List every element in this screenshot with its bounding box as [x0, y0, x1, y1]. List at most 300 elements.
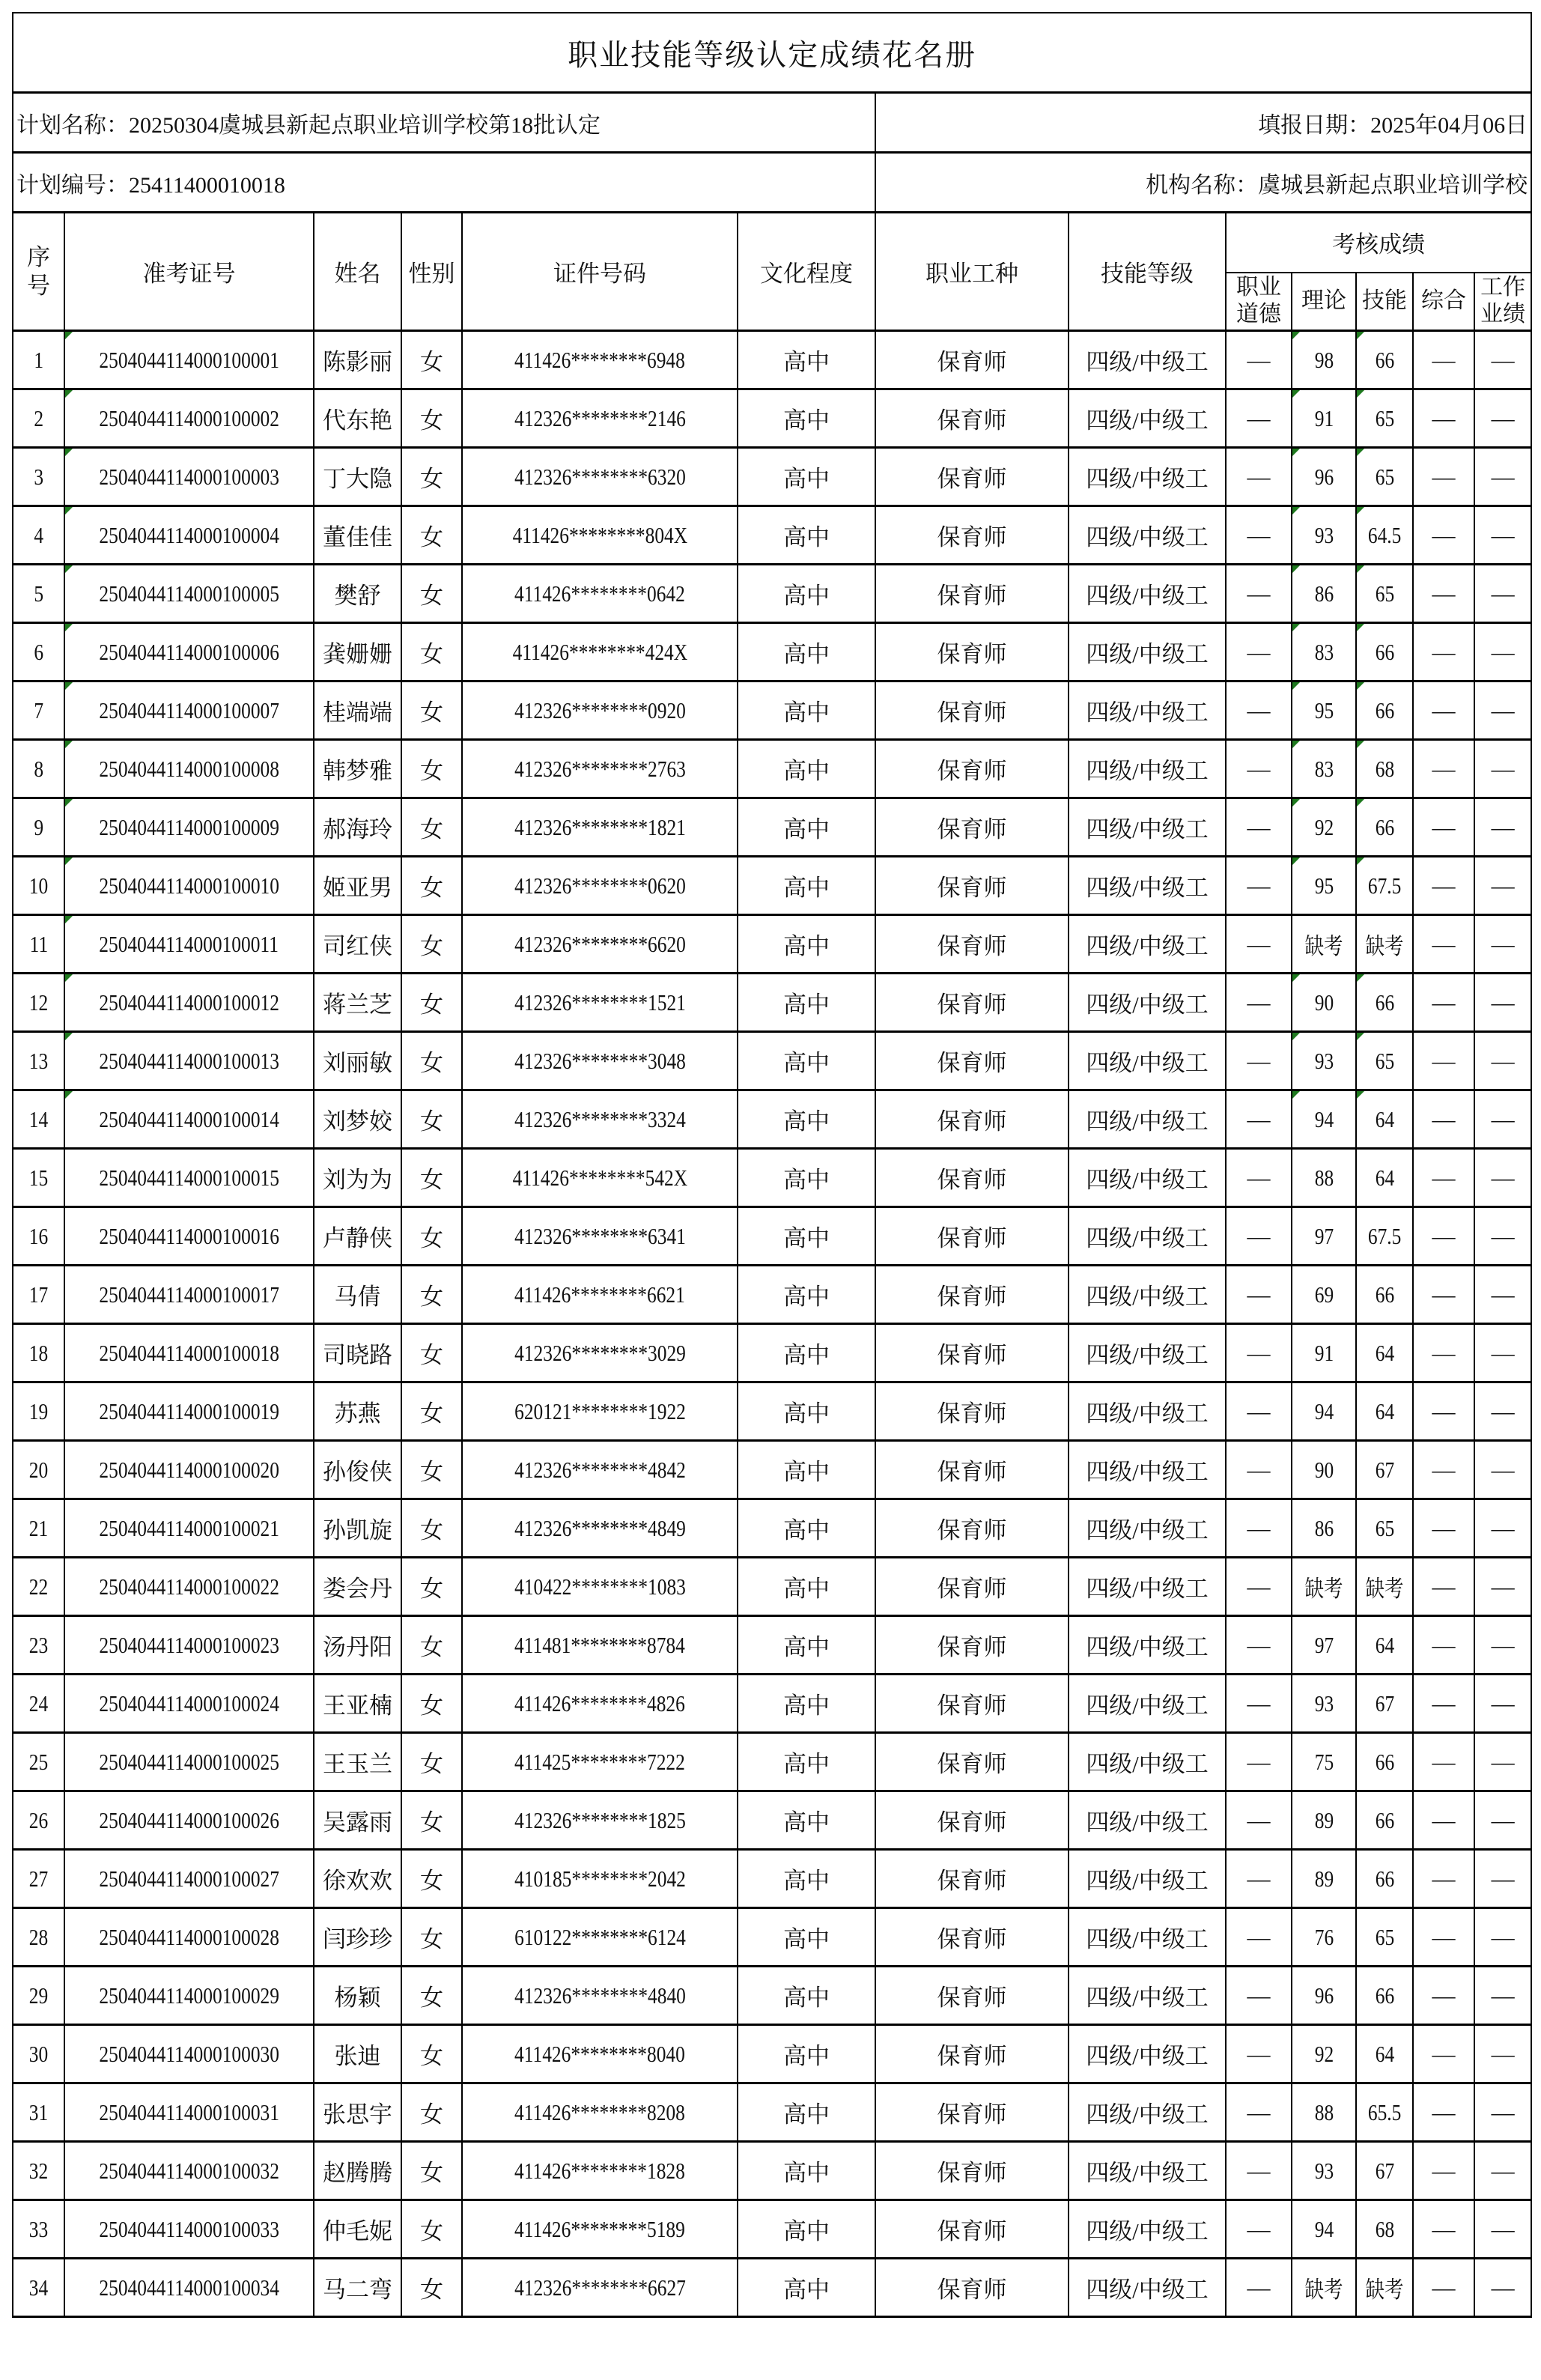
cell-gender [401, 1558, 462, 1616]
cell-text-education: 高中 [783, 1576, 830, 1602]
page-title: 职业技能等级认定成绩花名册 [13, 13, 1531, 93]
cell-text-id-no: 412326********6320 [514, 463, 686, 490]
cell-text-id-no: 411426********424X [512, 638, 687, 665]
cell-skill [1356, 448, 1413, 506]
cell-exam-no [64, 331, 314, 389]
cell-id-no [462, 1324, 738, 1382]
cell-text-education: 高中 [783, 1693, 830, 1719]
cell-name [314, 1675, 401, 1733]
cell-work-performance [1474, 389, 1531, 448]
cell-skill-level [1069, 1733, 1226, 1791]
table-row [13, 389, 1531, 448]
cell-text-skill: 66 [1375, 1281, 1394, 1308]
cell-id-no [462, 1908, 738, 1967]
cell-education [738, 1558, 875, 1616]
cell-occupation [875, 389, 1069, 448]
cell-education [738, 1441, 875, 1499]
cell-ethics [1226, 1616, 1292, 1675]
cell-text-education: 高中 [783, 2160, 830, 2186]
header-ethics-label: 职业道德 [1236, 275, 1281, 327]
cell-text-theory: 96 [1314, 463, 1334, 490]
cell-id-no [462, 1382, 738, 1441]
cell-skill [1356, 565, 1413, 623]
cell-education [738, 1090, 875, 1149]
cell-text-id-no: 412326********0920 [514, 696, 686, 723]
cell-text-comprehensive: — [1432, 1748, 1456, 1775]
cell-ethics [1226, 1967, 1292, 2025]
cell-ethics [1226, 1733, 1292, 1791]
cell-ethics [1226, 448, 1292, 506]
header-ethics [1226, 273, 1292, 331]
table-row [13, 2083, 1531, 2142]
table-row [13, 1791, 1531, 1850]
cell-skill-level [1069, 2083, 1226, 2142]
cell-text-exam-no: 2504044114000100032 [99, 2157, 279, 2184]
cell-text-name: 吴露雨 [323, 1809, 392, 1836]
cell-education [738, 1675, 875, 1733]
cell-text-name: 杨颖 [334, 1985, 381, 2011]
cell-gender [401, 740, 462, 798]
cell-text-education: 高中 [783, 1809, 830, 1836]
cell-text-work: — [1491, 346, 1515, 373]
cell-text-id-no: 411426********0642 [514, 580, 685, 607]
cell-text-occupation: 保育师 [937, 1985, 1007, 2011]
cell-text-education: 高中 [783, 1985, 830, 2011]
cell-skill [1356, 1090, 1413, 1149]
cell-text-skill: 65 [1375, 1047, 1394, 1074]
cell-skill-level [1069, 1616, 1226, 1675]
cell-skill [1356, 1675, 1413, 1733]
cell-theory [1292, 798, 1356, 857]
cell-gender [401, 1675, 462, 1733]
cell-text-occupation: 保育师 [937, 816, 1007, 843]
cell-skill [1356, 1441, 1413, 1499]
cell-skill-level [1069, 857, 1226, 915]
cell-text-theory: 93 [1314, 1690, 1334, 1716]
cell-text-seq: 31 [28, 2098, 49, 2125]
cell-text-seq: 24 [28, 1690, 49, 1716]
cell-text-gender: 女 [420, 1400, 443, 1427]
cell-text-work: — [1491, 1690, 1515, 1716]
cell-exam-no [64, 1441, 314, 1499]
cell-skill-level [1069, 1499, 1226, 1558]
cell-text-ethics: — [1247, 1105, 1271, 1132]
cell-text-name: 张思宇 [323, 2101, 392, 2128]
cell-ethics [1226, 2025, 1292, 2083]
cell-ethics [1226, 389, 1292, 448]
cell-work-performance [1474, 2142, 1531, 2200]
cell-text-work: — [1491, 1105, 1515, 1132]
cell-text-work: — [1491, 1456, 1515, 1483]
cell-text-occupation: 保育师 [937, 1634, 1007, 1660]
roster-sheet [12, 12, 1531, 2318]
cell-text-exam-no: 2504044114000100004 [99, 521, 279, 548]
cell-text-id-no: 411481********8784 [514, 1631, 685, 1658]
cell-exam-no [64, 2083, 314, 2142]
cell-text-education: 高中 [783, 1050, 830, 1076]
cell-text-work: — [1491, 1339, 1515, 1366]
cell-text-comprehensive: — [1432, 638, 1456, 665]
cell-text-level: 四级/中级工 [1086, 1167, 1209, 1193]
cell-name [314, 1850, 401, 1908]
cell-text-skill: 缺考 [1365, 1576, 1404, 1602]
cell-text-exam-no: 2504044114000100018 [99, 1339, 279, 1366]
cell-text-education: 高中 [783, 1284, 830, 1310]
cell-gender [401, 2025, 462, 2083]
cell-text-id-no: 412326********1821 [514, 813, 686, 840]
cell-text-ethics: — [1247, 2040, 1271, 2067]
cell-skill-level [1069, 1967, 1226, 2025]
table-row [13, 1499, 1531, 1558]
cell-text-ethics: — [1247, 404, 1271, 431]
cell-text-gender: 女 [420, 1167, 443, 1193]
header-gender: 性别 [401, 213, 462, 331]
cell-ethics [1226, 2259, 1292, 2317]
cell-seq [13, 1090, 64, 1149]
cell-skill-level [1069, 1090, 1226, 1149]
cell-exam-no [64, 1149, 314, 1207]
cell-text-exam-no: 2504044114000100024 [99, 1690, 279, 1716]
cell-theory [1292, 1558, 1356, 1616]
header-exam-no: 准考证号 [64, 213, 314, 331]
cell-seq [13, 1850, 64, 1908]
org-name: 机构名称：虞城县新起点职业培训学校 [875, 153, 1531, 213]
cell-work-performance [1474, 1558, 1531, 1616]
cell-exam-no [64, 565, 314, 623]
cell-text-level: 四级/中级工 [1086, 1926, 1209, 1952]
cell-text-level: 四级/中级工 [1086, 1634, 1209, 1660]
cell-text-occupation: 保育师 [937, 1225, 1007, 1251]
cell-skill-level [1069, 1850, 1226, 1908]
table-row [13, 1675, 1531, 1733]
cell-work-performance [1474, 857, 1531, 915]
cell-text-theory: 88 [1314, 2098, 1334, 2125]
cell-text-skill: 缺考 [1365, 933, 1404, 959]
cell-text-exam-no: 2504044114000100009 [99, 813, 279, 840]
cell-text-level: 四级/中级工 [1086, 1751, 1209, 1777]
cell-ethics [1226, 1032, 1292, 1090]
cell-id-no [462, 1558, 738, 1616]
cell-text-gender: 女 [420, 2277, 443, 2303]
cell-text-id-no: 412326********6341 [514, 1222, 686, 1249]
cell-education [738, 974, 875, 1032]
cell-comprehensive [1413, 1207, 1474, 1266]
cell-text-gender: 女 [420, 1342, 443, 1368]
cell-text-education: 高中 [783, 2043, 830, 2069]
cell-comprehensive [1413, 623, 1474, 681]
cell-text-theory: 95 [1314, 872, 1334, 899]
cell-text-seq: 14 [28, 1105, 49, 1132]
cell-text-theory: 93 [1314, 1047, 1334, 1074]
cell-text-skill: 66 [1375, 696, 1394, 723]
cell-text-exam-no: 2504044114000100003 [99, 463, 279, 490]
table-row [13, 1266, 1531, 1324]
cell-text-id-no: 620121********1922 [514, 1397, 686, 1424]
cell-text-id-no: 411426********8040 [514, 2040, 685, 2067]
cell-text-name: 汤丹阳 [323, 1634, 392, 1660]
cell-id-no [462, 2259, 738, 2317]
cell-seq [13, 1616, 64, 1675]
cell-text-theory: 86 [1314, 580, 1334, 607]
cell-skill [1356, 1616, 1413, 1675]
cell-gender [401, 623, 462, 681]
cell-text-skill: 64 [1375, 1631, 1394, 1658]
cell-exam-no [64, 2200, 314, 2259]
cell-occupation [875, 1733, 1069, 1791]
table-row [13, 2142, 1531, 2200]
cell-text-id-no: 411426********6621 [514, 1281, 685, 1308]
cell-comprehensive [1413, 1266, 1474, 1324]
cell-text-work: — [1491, 2098, 1515, 2125]
cell-text-education: 高中 [783, 1342, 830, 1368]
cell-text-comprehensive: — [1432, 404, 1456, 431]
table-row [13, 506, 1531, 565]
score-roster-table [12, 12, 1532, 2318]
cell-seq [13, 1908, 64, 1967]
cell-id-no [462, 1733, 738, 1791]
table-row [13, 857, 1531, 915]
cell-text-skill: 66 [1375, 346, 1394, 373]
table-row [13, 1616, 1531, 1675]
cell-work-performance [1474, 740, 1531, 798]
cell-seq [13, 2083, 64, 2142]
cell-text-seq: 3 [34, 463, 43, 490]
cell-text-occupation: 保育师 [937, 2101, 1007, 2128]
cell-text-skill: 66 [1375, 638, 1394, 665]
cell-text-exam-no: 2504044114000100011 [99, 930, 279, 957]
cell-work-performance [1474, 681, 1531, 740]
cell-occupation [875, 1441, 1069, 1499]
cell-ethics [1226, 1324, 1292, 1382]
cell-text-work: — [1491, 989, 1515, 1016]
table-row [13, 1324, 1531, 1382]
cell-ethics [1226, 1675, 1292, 1733]
cell-text-id-no: 412326********3324 [514, 1105, 686, 1132]
cell-text-work: — [1491, 1631, 1515, 1658]
cell-text-comprehensive: — [1432, 1105, 1456, 1132]
table-row [13, 448, 1531, 506]
cell-theory [1292, 1382, 1356, 1441]
cell-text-comprehensive: — [1432, 2274, 1456, 2301]
cell-ethics [1226, 1207, 1292, 1266]
cell-text-theory: 83 [1314, 755, 1334, 782]
cell-text-seq: 15 [28, 1164, 49, 1191]
cell-skill-level [1069, 389, 1226, 448]
plan-code: 计划编号：25411400010018 [13, 153, 875, 213]
cell-text-gender: 女 [420, 2043, 443, 2069]
cell-seq [13, 2259, 64, 2317]
cell-name [314, 1149, 401, 1207]
cell-exam-no [64, 915, 314, 974]
cell-text-comprehensive: — [1432, 1865, 1456, 1892]
cell-text-theory: 缺考 [1304, 933, 1343, 959]
cell-ethics [1226, 1266, 1292, 1324]
cell-exam-no [64, 1382, 314, 1441]
cell-text-name: 卢静侠 [323, 1225, 392, 1251]
cell-education [738, 1908, 875, 1967]
cell-text-comprehensive: — [1432, 521, 1456, 548]
cell-ethics [1226, 915, 1292, 974]
cell-gender [401, 506, 462, 565]
cell-text-theory: 89 [1314, 1865, 1334, 1892]
cell-comprehensive [1413, 331, 1474, 389]
cell-text-skill: 65 [1375, 463, 1394, 490]
cell-text-occupation: 保育师 [937, 875, 1007, 901]
cell-text-occupation: 保育师 [937, 1459, 1007, 1485]
cell-text-theory: 91 [1314, 404, 1334, 431]
cell-theory [1292, 2200, 1356, 2259]
cell-exam-no [64, 1207, 314, 1266]
cell-text-skill: 64.5 [1367, 521, 1402, 548]
cell-work-performance [1474, 1207, 1531, 1266]
cell-seq [13, 1382, 64, 1441]
cell-text-education: 高中 [783, 1926, 830, 1952]
cell-gender [401, 1791, 462, 1850]
cell-text-work: — [1491, 580, 1515, 607]
cell-text-comprehensive: — [1432, 2157, 1456, 2184]
cell-text-education: 高中 [783, 466, 830, 492]
cell-education [738, 915, 875, 974]
cell-work-performance [1474, 1032, 1531, 1090]
cell-skill-level [1069, 1032, 1226, 1090]
header-skill: 技能 [1356, 273, 1413, 331]
cell-seq [13, 1733, 64, 1791]
cell-text-theory: 94 [1314, 1105, 1334, 1132]
cell-text-seq: 6 [34, 638, 43, 665]
cell-name [314, 1558, 401, 1616]
cell-comprehensive [1413, 565, 1474, 623]
cell-text-gender: 女 [420, 1809, 443, 1836]
cell-seq [13, 331, 64, 389]
cell-text-gender: 女 [420, 1459, 443, 1485]
cell-ethics [1226, 2200, 1292, 2259]
table-row [13, 565, 1531, 623]
cell-text-work: — [1491, 2157, 1515, 2184]
cell-id-no [462, 681, 738, 740]
cell-text-comprehensive: — [1432, 989, 1456, 1016]
header-seq-label: 序号 [27, 243, 50, 299]
cell-text-education: 高中 [783, 2101, 830, 2128]
cell-text-name: 闫珍珍 [323, 1926, 392, 1952]
cell-id-no [462, 974, 738, 1032]
cell-ethics [1226, 1090, 1292, 1149]
cell-exam-no [64, 1908, 314, 1967]
cell-text-ethics: — [1247, 2098, 1271, 2125]
cell-text-name: 郝海玲 [323, 816, 392, 843]
cell-name [314, 1207, 401, 1266]
cell-ethics [1226, 1791, 1292, 1850]
cell-text-exam-no: 2504044114000100008 [99, 755, 279, 782]
cell-work-performance [1474, 1908, 1531, 1967]
cell-occupation [875, 974, 1069, 1032]
table-row [13, 798, 1531, 857]
cell-text-occupation: 保育师 [937, 1108, 1007, 1135]
cell-text-exam-no: 2504044114000100015 [99, 1164, 279, 1191]
cell-text-skill: 64 [1375, 2040, 1394, 2067]
cell-text-seq: 20 [28, 1456, 49, 1483]
cell-text-name: 司晓路 [323, 1342, 392, 1368]
table-row [13, 2259, 1531, 2317]
cell-text-name: 张迪 [334, 2043, 381, 2069]
cell-name [314, 2200, 401, 2259]
cell-ethics [1226, 1908, 1292, 1967]
cell-text-occupation: 保育师 [937, 1576, 1007, 1602]
cell-text-education: 高中 [783, 349, 830, 375]
cell-text-name: 樊舒 [334, 583, 381, 609]
cell-text-comprehensive: — [1432, 1806, 1456, 1833]
cell-occupation [875, 1967, 1069, 2025]
cell-text-ethics: — [1247, 1631, 1271, 1658]
cell-text-comprehensive: — [1432, 696, 1456, 723]
cell-text-ethics: — [1247, 989, 1271, 1016]
cell-text-theory: 86 [1314, 1514, 1334, 1541]
cell-name [314, 2083, 401, 2142]
cell-ethics [1226, 1499, 1292, 1558]
cell-text-theory: 90 [1314, 1456, 1334, 1483]
cell-seq [13, 1207, 64, 1266]
cell-name [314, 681, 401, 740]
cell-comprehensive [1413, 1733, 1474, 1791]
cell-exam-no [64, 974, 314, 1032]
cell-text-skill: 缺考 [1365, 2277, 1404, 2303]
cell-text-work: — [1491, 1281, 1515, 1308]
cell-text-occupation: 保育师 [937, 407, 1007, 434]
cell-text-id-no: 411426********1828 [514, 2157, 685, 2184]
cell-text-id-no: 412326********2146 [514, 404, 686, 431]
cell-text-ethics: — [1247, 521, 1271, 548]
cell-theory [1292, 1675, 1356, 1733]
cell-text-theory: 缺考 [1304, 2277, 1343, 2303]
cell-text-comprehensive: — [1432, 872, 1456, 899]
cell-ethics [1226, 974, 1292, 1032]
header-scores: 考核成绩 [1226, 213, 1531, 273]
cell-text-comprehensive: — [1432, 2215, 1456, 2242]
cell-gender [401, 1908, 462, 1967]
cell-exam-no [64, 1791, 314, 1850]
cell-comprehensive [1413, 1908, 1474, 1967]
cell-ethics [1226, 2083, 1292, 2142]
cell-text-work: — [1491, 1164, 1515, 1191]
cell-comprehensive [1413, 1616, 1474, 1675]
cell-text-name: 王亚楠 [323, 1693, 392, 1719]
header-id-no: 证件号码 [462, 213, 738, 331]
cell-skill-level [1069, 331, 1226, 389]
table-row [13, 740, 1531, 798]
cell-text-level: 四级/中级工 [1086, 1108, 1209, 1135]
cell-skill-level [1069, 974, 1226, 1032]
cell-text-comprehensive: — [1432, 1281, 1456, 1308]
cell-text-occupation: 保育师 [937, 466, 1007, 492]
cell-text-level: 四级/中级工 [1086, 1868, 1209, 1894]
cell-theory [1292, 2259, 1356, 2317]
cell-text-theory: 89 [1314, 1806, 1334, 1833]
cell-text-skill: 68 [1375, 2215, 1394, 2242]
header-name: 姓名 [314, 213, 401, 331]
cell-text-occupation: 保育师 [937, 349, 1007, 375]
cell-text-level: 四级/中级工 [1086, 875, 1209, 901]
cell-text-level: 四级/中级工 [1086, 933, 1209, 959]
cell-comprehensive [1413, 2025, 1474, 2083]
cell-text-gender: 女 [420, 1225, 443, 1251]
cell-text-ethics: — [1247, 1164, 1271, 1191]
cell-skill [1356, 389, 1413, 448]
cell-text-skill: 64 [1375, 1164, 1394, 1191]
cell-text-exam-no: 2504044114000100019 [99, 1397, 279, 1424]
cell-education [738, 1032, 875, 1090]
cell-comprehensive [1413, 974, 1474, 1032]
cell-text-exam-no: 2504044114000100033 [99, 2215, 279, 2242]
cell-text-ethics: — [1247, 1339, 1271, 1366]
